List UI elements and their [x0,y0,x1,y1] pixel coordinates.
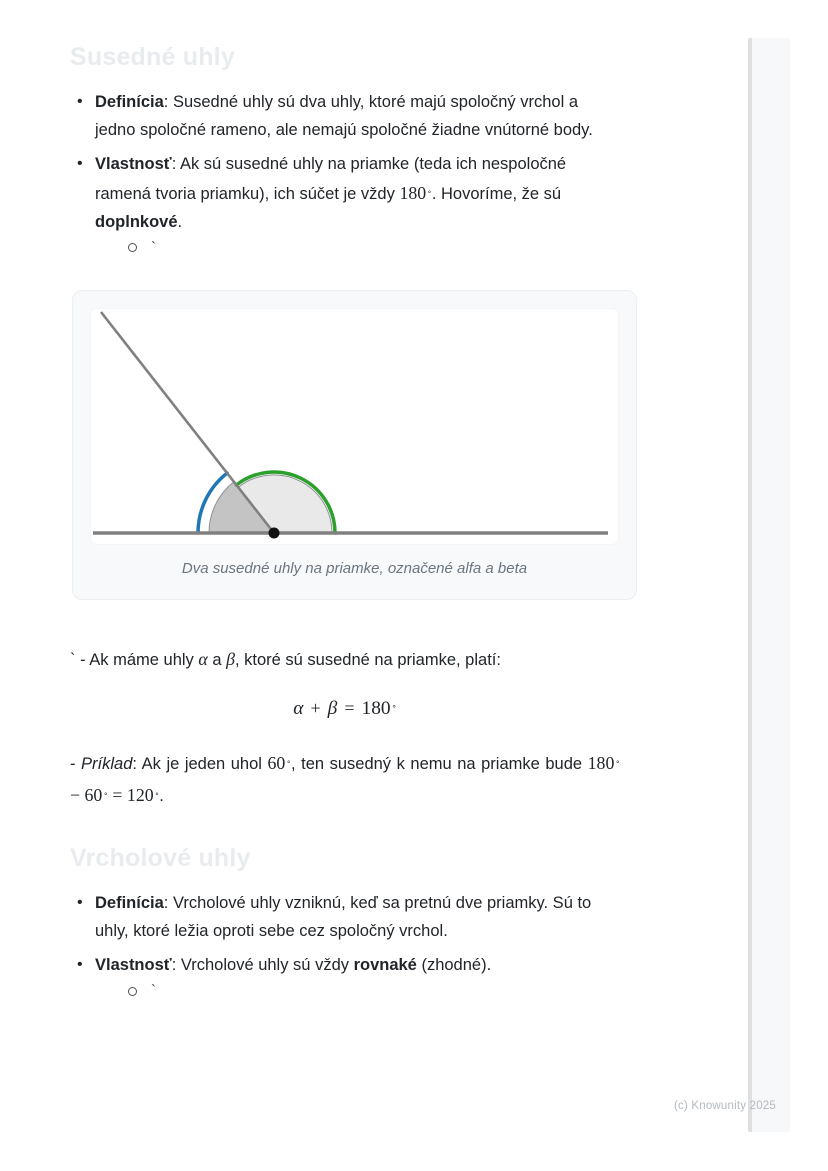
angle-diagram [90,308,619,545]
math-180: 180 [587,752,615,773]
paragraph-text: . [159,786,164,805]
bullet-marker: • [77,956,83,974]
paragraph-text: - [70,754,82,773]
bullet-marker: • [77,894,83,912]
list-item [70,889,620,945]
circle-bullet-marker [128,243,137,252]
sub-list-item [95,979,620,1003]
circle-bullet-marker [128,987,137,996]
section-heading-susedne-uhly: Susedné uhly [70,43,235,71]
ray-line [101,312,274,533]
figure-card [72,290,637,600]
copyright-footer: (c) Knowunity 2025 [673,1100,776,1112]
term-doplnkove: doplnkové [95,212,178,231]
sub-list-item [95,236,620,260]
term-definicia: Definícia [95,894,164,913]
paragraph-text: : Ak je jeden uhol [132,754,268,773]
property-text: . Hovoríme, že sú [431,184,562,203]
definition-text: : Vrcholové uhly vzniknú, keď sa pretnú dve priamky. Sú to uhly, ktoré ležia oproti sebe cez spoločný vrchol. [95,894,592,941]
vertex-dot [269,527,280,538]
term-vlastnost: Vlastnosť [95,155,172,173]
paragraph-intro [70,645,620,675]
property-text: : Ak sú susedné uhly na priamke (teda ich nespoločné ramená tvoria priamku), ich súčet je vždy [95,155,567,203]
equals-operator: = [107,784,127,805]
list-item [70,88,620,144]
backtick-artifact: ` [151,982,156,1000]
alpha-symbol: α [293,697,304,719]
content-column [70,42,620,1009]
scrollbar-track[interactable] [748,38,790,1132]
term-vlastnost: Vlastnosť [95,956,172,975]
math-180: 180 [361,697,391,719]
bullet-list-1 [70,88,620,260]
section-heading-vrcholove-uhly: Vrcholové uhly [70,844,251,873]
beta-symbol: β [327,697,338,719]
paragraph-text: ` - Ak máme uhly [70,650,199,669]
degree-symbol: ∘ [103,788,108,798]
math-60: 60 [267,752,286,773]
plus-operator: + [310,697,321,718]
property-text: : Vrcholové uhly sú vždy [171,956,354,975]
figure-caption: Dva susedné uhly na priamke, označené alfa a beta [181,559,528,577]
property-text: . [177,212,183,231]
term-definicia: Definícia [95,93,164,111]
list-item [70,150,620,260]
degree-symbol: ∘ [154,788,160,798]
degree-symbol: ∘ [286,756,291,766]
bullet-marker: • [77,155,83,172]
term-priklad: Príklad [81,754,133,773]
formula-alpha-plus-beta [70,698,620,720]
minus-operator: − [70,784,85,805]
math-120: 120 [126,784,154,805]
degree-symbol: ∘ [391,701,397,711]
list-item [70,951,620,1003]
alpha-symbol: α [198,648,208,669]
math-180: 180 [399,182,427,203]
property-text: (zhodné). [416,956,492,975]
beta-symbol: β [226,648,235,669]
paragraph-text: , ten susedný k nemu na priamke bude [290,754,588,773]
angle-diagram-svg [91,309,618,544]
degree-symbol: ∘ [615,756,620,766]
paragraph-text: , ktoré sú susedné na priamke, platí: [234,650,501,669]
bullet-marker: • [77,93,83,110]
bullet-list-2 [70,889,620,1003]
term-rovnake: rovnaké [353,956,417,975]
math-60: 60 [84,784,103,805]
paragraph-example [70,747,620,811]
definition-text: : Susedné uhly sú dva uhly, ktoré majú spoločný vrchol a jedno spoločné rameno, ale nemajú spoločné žiadne vnútorné body. [95,93,593,139]
backtick-artifact: ` [151,238,156,256]
degree-symbol: ∘ [427,187,432,196]
equals-operator: = [344,697,355,718]
paragraph-text: a [207,650,227,669]
